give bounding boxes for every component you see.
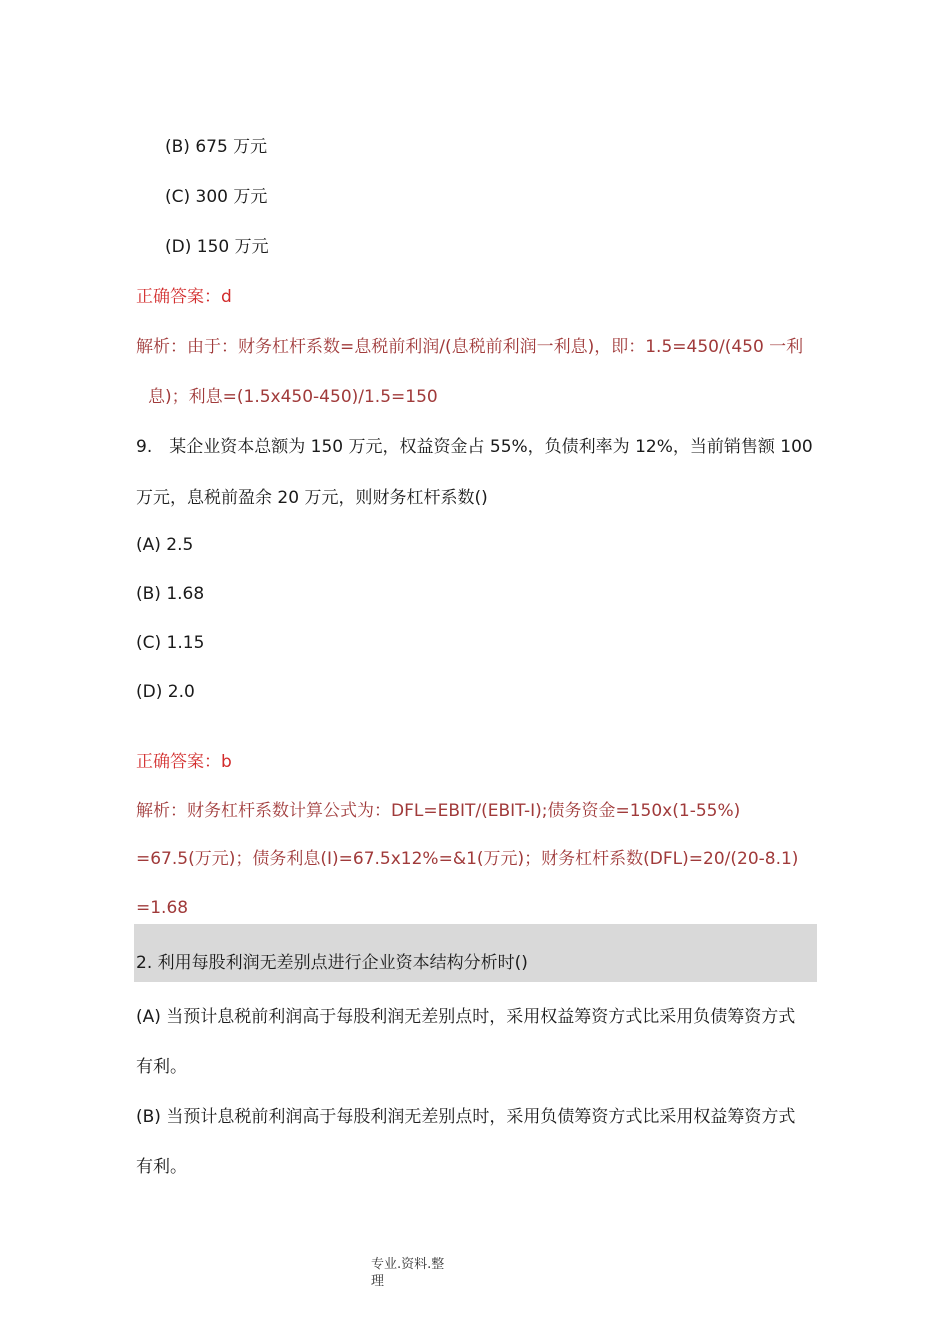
q8-option-c: (C) 300 万元 <box>165 187 268 207</box>
q2-option-a-line-2: 有利。 <box>136 1057 187 1077</box>
q9-option-d: (D) 2.0 <box>136 682 195 702</box>
q8-analysis-line-2: 息)；利息=(1.5x450-450)/1.5=150 <box>148 387 438 407</box>
q9-option-b: (B) 1.68 <box>136 584 205 604</box>
q9-option-a: (A) 2.5 <box>136 535 194 555</box>
q9-analysis-line-2: =67.5(万元)；债务利息(I)=67.5x12%=&1(万元)；财务杠杆系数(DFL)=20/(20-8.1) <box>136 849 799 869</box>
q9-stem-line-1: 9. 某企业资本总额为 150 万元，权益资金占 55%，负债利率为 12%，当前销售额 100 <box>136 437 813 457</box>
q2-option-a-line-1: (A) 当预计息税前利润高于每股利润无差别点时，采用权益筹资方式比采用负债筹资方式 <box>136 1007 796 1027</box>
q9-stem-line-2: 万元，息税前盈余 20 万元，则财务杠杆系数() <box>136 488 488 508</box>
page-footer-line-2: 理 <box>371 1274 385 1289</box>
q8-correct-answer: 正确答案：d <box>136 287 232 307</box>
q2-option-b-line-1: (B) 当预计息税前利润高于每股利润无差别点时，采用负债筹资方式比采用权益筹资方式 <box>136 1107 796 1127</box>
q9-option-c: (C) 1.15 <box>136 633 205 653</box>
q2-option-b-line-2: 有利。 <box>136 1157 187 1177</box>
q9-analysis-line-1: 解析：财务杠杆系数计算公式为：DFL=EBIT/(EBIT-I);债务资金=150x(1-55%) <box>136 801 741 821</box>
page-footer-line-1: 专业.资料.整 <box>371 1257 445 1272</box>
q8-option-b: (B) 675 万元 <box>165 137 268 157</box>
q2-stem: 2. 利用每股利润无差别点进行企业资本结构分析时() <box>136 953 528 973</box>
q8-analysis-line-1: 解析：由于：财务杠杆系数=息税前利润/(息税前利润一利息)，即：1.5=450/(450 一利 <box>136 337 804 357</box>
q8-option-d: (D) 150 万元 <box>165 237 269 257</box>
q9-correct-answer: 正确答案：b <box>136 752 232 772</box>
q9-analysis-line-3: =1.68 <box>136 898 189 918</box>
